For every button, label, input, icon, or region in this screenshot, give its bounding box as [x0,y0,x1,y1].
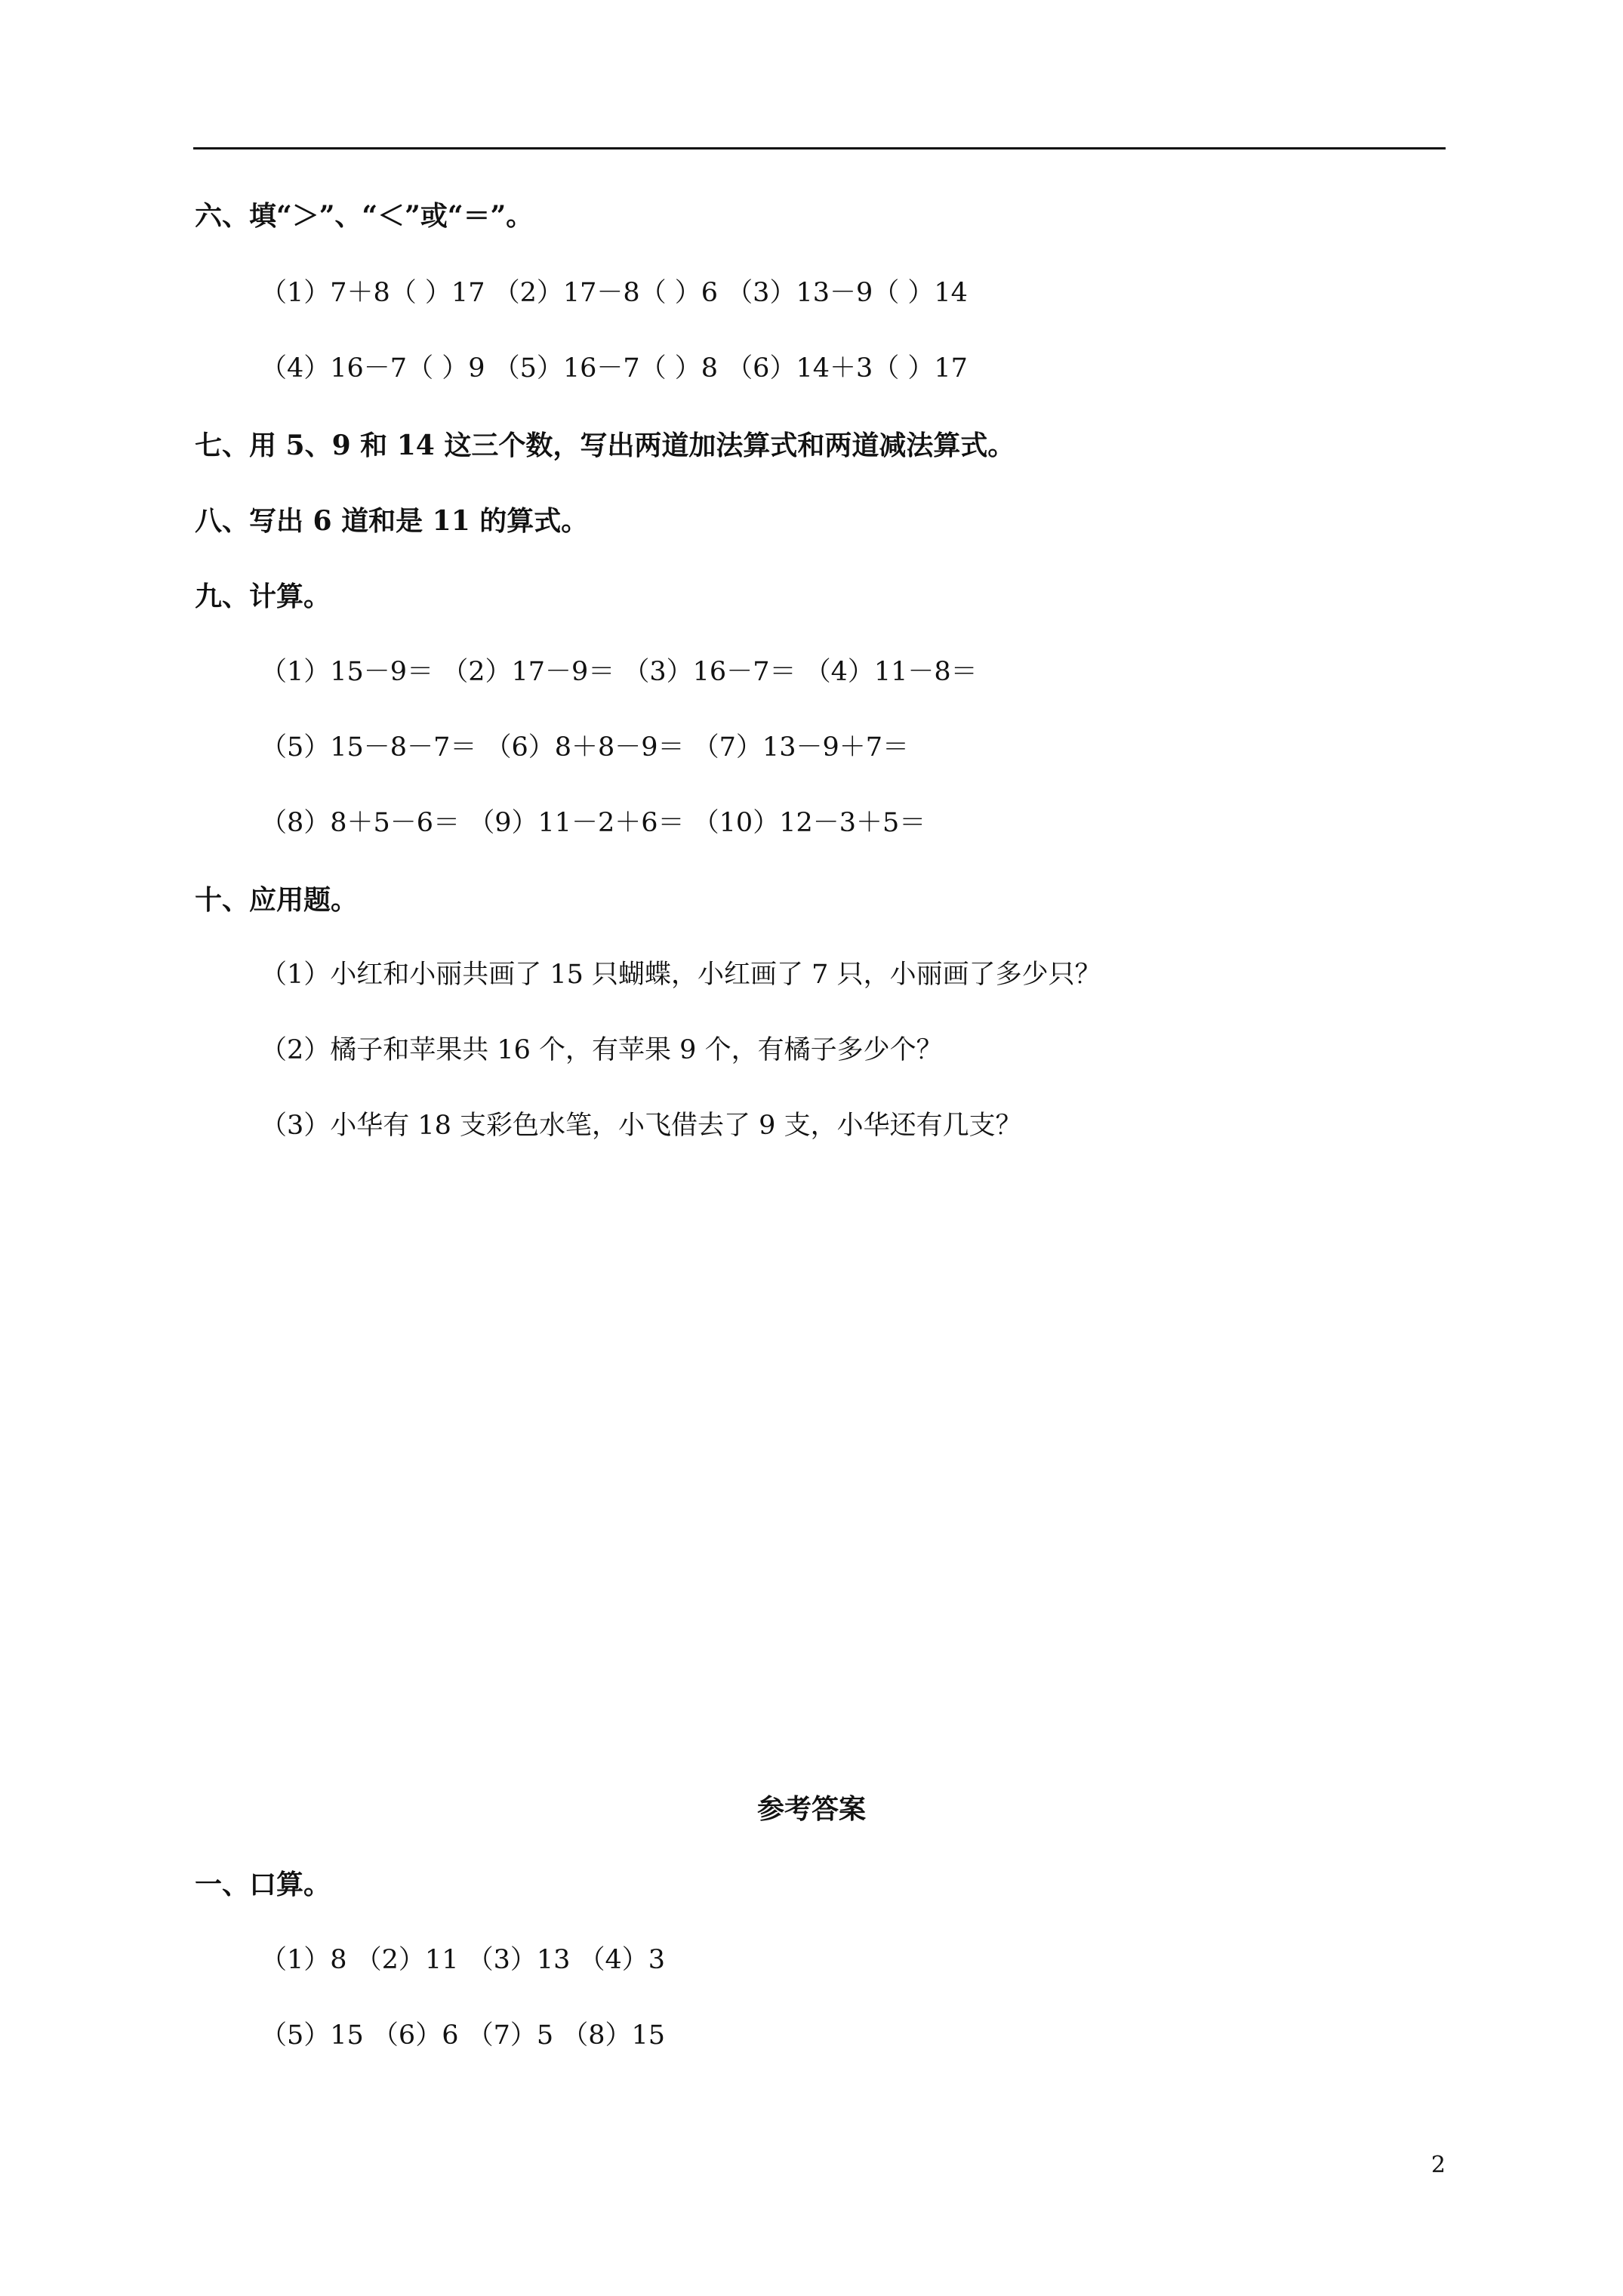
section-9-line-2: （5）15－8－7＝ （6）8＋8－9＝ （7）13－9＋7＝ [260,732,910,763]
answers-title: 参考答案 [756,1793,866,1825]
section-6-line-1: （1）7＋8（ ）17 （2）17－8（ ）6 （3）13－9（ ）14 [260,278,968,308]
section-9-title: 九、计算。 [195,581,331,612]
section-9-line-1: （1）15－9＝ （2）17－9＝ （3）16－7＝ （4）11－8＝ [260,657,978,687]
word-problem-2: （2）橘子和苹果共 16 个，有苹果 9 个，有橘子多少个？ [260,1035,943,1065]
page-number: 2 [1431,2152,1446,2178]
section-9-line-3: （8）8＋5－6＝ （9）11－2＋6＝ （10）12－3＋5＝ [260,808,926,838]
section-8-title: 八、写出 6 道和是 11 的算式。 [195,505,589,537]
section-10-title: 十、应用题。 [195,884,359,916]
answers-line-2: （5）15 （6）6 （7）5 （8）15 [260,2020,666,2051]
header-rule [193,147,1446,149]
word-problem-3: （3）小华有 18 支彩色水笔，小飞借去了 9 支，小华还有几支？ [260,1111,1022,1141]
section-7-title: 七、用 5、9 和 14 这三个数，写出两道加法算式和两道减法算式。 [195,430,1015,461]
word-problem-1: （1）小红和小丽共画了 15 只蝴蝶，小红画了 7 只，小丽画了多少只？ [260,960,1101,990]
answers-section-1-title: 一、口算。 [195,1869,331,1900]
section-6-line-2: （4）16－7（ ）9 （5）16－7（ ）8 （6）14＋3（ ）17 [260,353,968,384]
answers-line-1: （1）8 （2）11 （3）13 （4）3 [260,1945,666,1975]
section-6-title: 六、填“＞”、“＜”或“＝”。 [195,200,534,232]
